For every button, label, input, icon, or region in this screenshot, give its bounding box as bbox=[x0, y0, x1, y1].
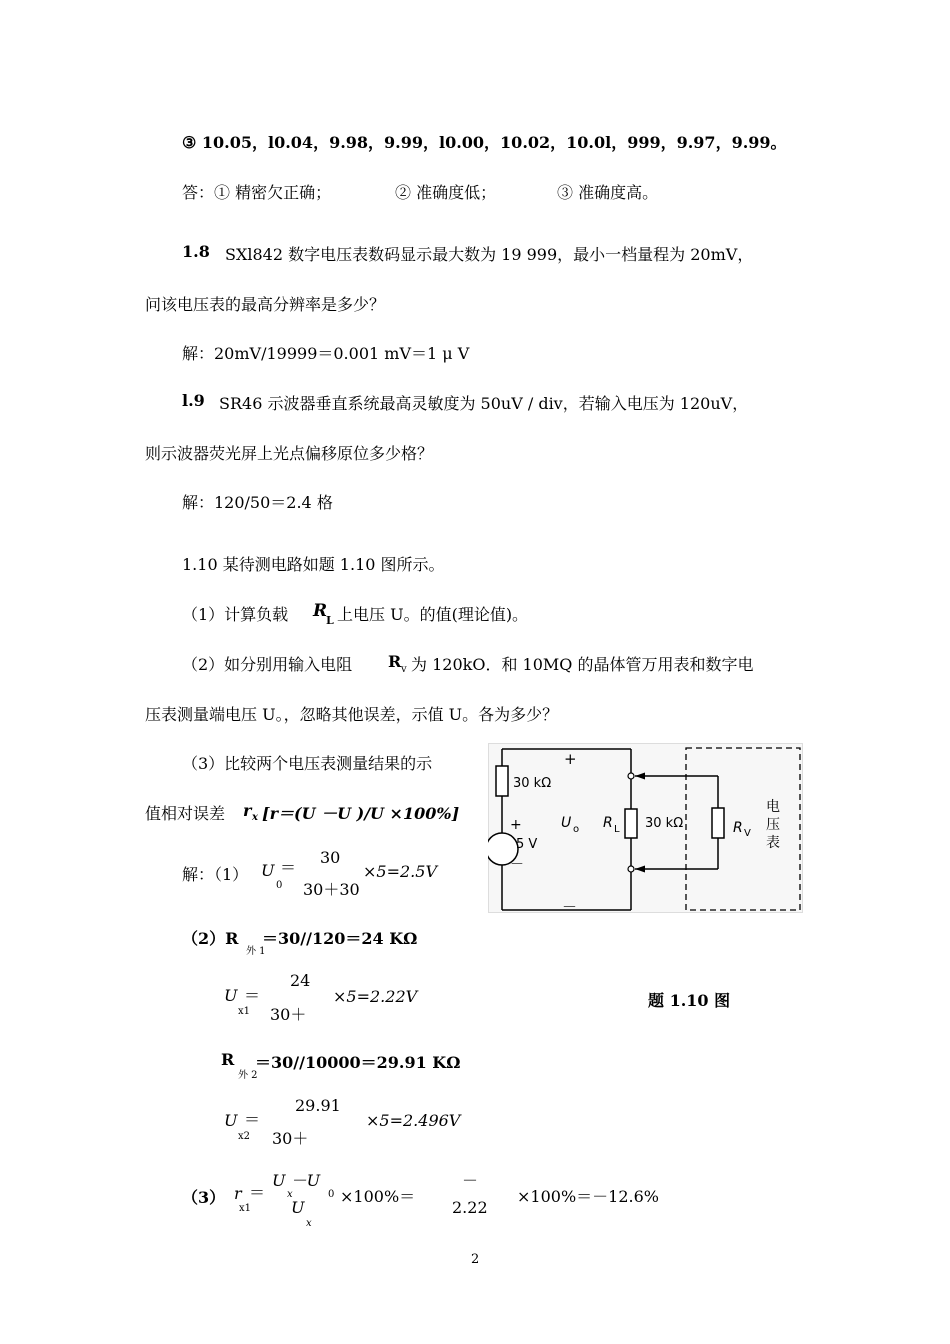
label-source-minus: － bbox=[510, 857, 524, 873]
answer-1-7-part-2: ② 准确度低； bbox=[395, 183, 497, 202]
solution-1-equals: ＝ bbox=[280, 858, 297, 877]
label-rv: R bbox=[733, 820, 743, 836]
solution-3-label: （3） bbox=[182, 1188, 226, 1207]
part-3-rx-subscript: x bbox=[252, 812, 258, 823]
ux2-equals: ＝ bbox=[244, 1110, 261, 1129]
solution-3-second-denominator: 2.22 bbox=[452, 1198, 488, 1217]
solution-3-r-symbol: r bbox=[234, 1184, 242, 1203]
r2-text: ＝30//10000＝29.91 KΩ bbox=[255, 1053, 461, 1072]
part-3-rx-symbol: r bbox=[243, 801, 252, 820]
label-r-top: 30 kΩ bbox=[513, 776, 552, 791]
label-rl-value: 30 kΩ bbox=[645, 816, 684, 831]
solution-3-numerator-0: 0 bbox=[328, 1189, 335, 1200]
part-3-text-line2: 值相对误差 bbox=[145, 804, 226, 823]
ux1-numerator: 24 bbox=[290, 971, 311, 990]
question-1-9-number: l.9 bbox=[182, 391, 205, 410]
part-1-text: 上电压 U。的值(理论值)。 bbox=[337, 605, 529, 624]
label-uo: U bbox=[561, 815, 572, 831]
resistor-30k bbox=[496, 766, 508, 796]
question-1-8-text-line2: 问该电压表的最高分辨率是多少？ bbox=[145, 295, 386, 314]
part-1-rl-symbol: R bbox=[313, 601, 328, 621]
label-plus-top: + bbox=[564, 750, 577, 768]
question-1-9-text: SR46 示波器垂直系统最高灵敏度为 50uV / div，若输入电压为 120uV， bbox=[219, 394, 749, 413]
solution-3-denominator: U bbox=[291, 1198, 305, 1217]
ux2-symbol: U bbox=[224, 1111, 238, 1130]
r2-subscript: 外 2 bbox=[238, 1070, 258, 1081]
ux2-denominator: 30＋ bbox=[272, 1129, 309, 1148]
solution-2-subscript: 外 1 bbox=[246, 946, 266, 957]
label-rv-subscript: V bbox=[744, 828, 751, 839]
solution-3-multiplier: ×100%＝ bbox=[340, 1187, 416, 1206]
part-3-formula: [r＝(U －U )/U ×100%] bbox=[262, 804, 460, 823]
terminal-top bbox=[628, 773, 634, 779]
part-1-prefix: （1）计算负载 bbox=[182, 605, 289, 624]
solution-1-numerator: 30 bbox=[320, 848, 341, 867]
solution-1-u-symbol: U bbox=[261, 861, 275, 880]
question-1-10-title: 1.10 某待测电路如题 1.10 图所示。 bbox=[182, 555, 445, 574]
data-set-3: ③ 10.05，l0.04，9.98，9.99，l0.00，10.02，10.0l，999，9.97，9.99。 bbox=[182, 133, 787, 152]
circuit-diagram bbox=[488, 743, 803, 913]
figure-caption: 题 1.10 图 bbox=[648, 991, 731, 1010]
question-1-9-text-line2: 则示波器荧光屏上光点偏移原位多少格？ bbox=[145, 444, 434, 463]
r2-symbol: R bbox=[221, 1050, 235, 1069]
solution-3-second-numerator: － bbox=[462, 1171, 479, 1190]
solution-2-label: （2）R bbox=[182, 929, 239, 948]
label-source-plus: + bbox=[510, 817, 522, 833]
question-1-8-number: 1.8 bbox=[182, 242, 210, 261]
solution-3-r-subscript: x1 bbox=[239, 1203, 252, 1214]
label-meter-char-3: 表 bbox=[766, 835, 780, 851]
solution-3-equals: ＝ bbox=[249, 1183, 266, 1202]
part-1-rl-subscript: L bbox=[326, 614, 334, 627]
ux1-subscript: x1 bbox=[238, 1006, 251, 1017]
solution-3-numerator-x: x bbox=[287, 1189, 293, 1200]
ux1-symbol: U bbox=[224, 986, 238, 1005]
label-uo-subscript: o bbox=[573, 824, 580, 835]
solution-1-result: ×5=2.5V bbox=[363, 862, 437, 881]
label-meter-char-1: 电 bbox=[766, 799, 780, 815]
ux1-equals: ＝ bbox=[244, 986, 261, 1005]
label-rl-subscript: L bbox=[614, 824, 620, 835]
part-2-prefix: （2）如分别用输入电阻 bbox=[182, 655, 353, 674]
label-source-value: 5 V bbox=[516, 837, 538, 852]
solution-3-numerator: U －U bbox=[272, 1171, 321, 1190]
solution-1-u-subscript: 0 bbox=[276, 880, 283, 891]
solution-1-denominator: 30＋30 bbox=[303, 880, 360, 899]
solution-3-result: ×100%＝－12.6% bbox=[517, 1187, 659, 1206]
part-2-rv-subscript: v bbox=[401, 664, 407, 675]
ux2-numerator: 29.91 bbox=[295, 1096, 341, 1115]
terminal-bottom bbox=[628, 866, 634, 872]
resistor-rl bbox=[625, 809, 637, 838]
label-rl: R bbox=[603, 815, 613, 831]
resistor-rv bbox=[712, 808, 724, 838]
ux2-result: ×5=2.496V bbox=[366, 1111, 461, 1130]
answer-1-8: 解：20mV/19999＝0.001 mV＝1 μ V bbox=[182, 344, 470, 363]
part-2-rv-symbol: R bbox=[388, 652, 402, 671]
part-3-text-line1: （3）比较两个电压表测量结果的示 bbox=[182, 754, 433, 773]
answer-1-7-part-3: ③ 准确度高。 bbox=[557, 183, 659, 202]
solution-1-label: 解：（1） bbox=[182, 865, 249, 884]
part-2-text-line2: 压表测量端电压 U。，忽略其他误差，示值 U。各为多少？ bbox=[145, 705, 559, 724]
solution-3-denominator-x: x bbox=[306, 1218, 312, 1229]
ux1-result: ×5=2.22V bbox=[333, 987, 418, 1006]
part-2-text: 为 120kO．和 10MQ 的晶体管万用表和数字电 bbox=[411, 655, 754, 674]
ux2-subscript: x2 bbox=[238, 1131, 251, 1142]
question-1-8-text: SXl842 数字电压表数码显示最大数为 19 999，最小一档量程为 20mV， bbox=[225, 245, 754, 264]
page-number: 2 bbox=[471, 1252, 480, 1267]
answer-1-9: 解：120/50＝2.4 格 bbox=[182, 493, 333, 512]
answer-1-7-part-1: 答：① 精密欠正确； bbox=[182, 183, 332, 202]
label-meter-char-2: 压 bbox=[766, 817, 780, 833]
label-minus-bottom: － bbox=[562, 898, 578, 913]
solution-2-text: ＝30//120＝24 KΩ bbox=[262, 929, 418, 948]
ux1-denominator: 30＋ bbox=[270, 1005, 307, 1024]
